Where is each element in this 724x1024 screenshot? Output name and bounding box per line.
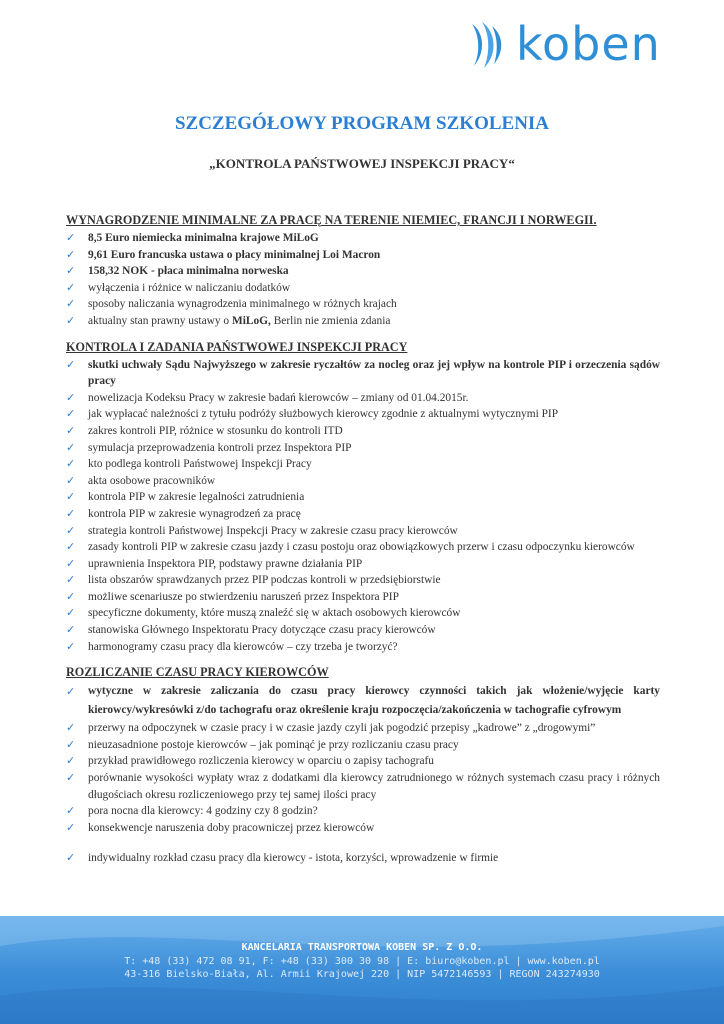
section-3 [66, 664, 660, 867]
checkmark-icon: ✓ [66, 423, 76, 437]
list-item-text: jak wypłacać należności z tytułu podróży służbowych kierowcy zgodnie z aktualnymi wytycznymi PIP [88, 408, 559, 421]
page-title: SZCZEGÓŁOWY PROGRAM SZKOLENIA [174, 113, 550, 134]
checkmark-icon: ✓ [66, 820, 76, 834]
list-item [66, 682, 660, 720]
list-item [66, 296, 660, 313]
checkmark-icon: ✓ [66, 523, 76, 537]
section-heading: ROZLICZANIE CZASU PRACY KIEROWCÓW [66, 665, 329, 680]
checkmark-icon: ✓ [66, 473, 76, 487]
list-item [66, 247, 660, 264]
list-item [66, 737, 660, 754]
list-item-text: lista obszarów sprawdzanych przez PIP podczas kontroli w przedsiębiorstwie [88, 574, 441, 587]
list-item-text: pora nocna dla kierowcy: 4 godziny czy 8 godzin? [88, 805, 318, 818]
list-item-text: symulacja przeprowadzenia kontroli przez Inspektora PIP [88, 441, 352, 454]
footer [0, 916, 724, 1024]
list-item-text: sposoby naliczania wynagrodzenia minimalnego w różnych krajach [88, 298, 397, 311]
list-item [66, 639, 660, 656]
checkmark-icon: ✓ [66, 851, 76, 865]
list-item [66, 622, 660, 639]
footer-contact: T: +48 (33) 472 08 91, F: +48 (33) 300 30 98 | E: biuro@koben.pl | www.koben.pl [124, 956, 600, 967]
bullet-list [66, 357, 660, 656]
list-item [66, 406, 660, 423]
bullet-list [66, 230, 660, 330]
section-heading: WYNAGRODZENIE MINIMALNE ZA PRACĘ NA TERENIE NIEMIEC, FRANCJI I NORWEGII. [66, 213, 597, 227]
logo-brand: koben [516, 17, 661, 71]
section-heading: KONTROLA I ZADANIA PAŃSTWOWEJ INSPEKCJI PRACY [66, 339, 408, 354]
list-item-text: kto podlega kontroli Państwowej Inspekcji Pracy [88, 458, 312, 471]
bullet-list [66, 682, 660, 867]
list-item [66, 589, 660, 606]
list-item [66, 753, 660, 770]
checkmark-icon: ✓ [66, 556, 76, 570]
koben-wave-logo-icon [462, 18, 510, 70]
list-item-text: kontrola PIP w zakresie legalności zatrudnienia [88, 491, 305, 504]
checkmark-icon: ✓ [66, 540, 76, 554]
list-item-text: specyficzne dokumenty, które muszą znaleźć się w aktach osobowych kierowców [88, 607, 461, 620]
list-item [66, 803, 660, 820]
list-item [66, 230, 660, 247]
list-item-text: wytyczne w zakresie zaliczania do czasu pracy kierowcy czynności takich jak włożenie/wyjęcie karty kierowcy/wykresówki z/do tachografu oraz określenie kraju rozpoczęcia/zakończenia w tachografie cyfrowym [88, 685, 660, 717]
checkmark-icon: ✓ [66, 313, 76, 327]
list-item-text: 158,32 NOK - płaca minimalna norweska [88, 265, 289, 278]
checkmark-icon: ✓ [66, 490, 76, 504]
checkmark-icon: ✓ [66, 407, 76, 421]
list-item-text: konsekwencje naruszenia doby pracowniczej przez kierowców [88, 821, 375, 834]
checkmark-icon: ✓ [66, 280, 76, 294]
checkmark-icon: ✓ [66, 390, 76, 404]
checkmark-icon: ✓ [66, 506, 76, 520]
list-item [66, 572, 660, 589]
list-item [66, 313, 660, 330]
list-item-text: harmonogramy czasu pracy dla kierowców – czy trzeba je tworzyć? [88, 640, 398, 653]
list-item-text: strategia kontroli Państwowej Inspekcji Pracy w zakresie czasu pracy kierowców [88, 524, 458, 537]
logo [462, 14, 702, 74]
list-item [66, 263, 660, 280]
list-spacer [66, 836, 660, 850]
footer-company: KANCELARIA TRANSPORTOWA KOBEN SP. Z O.O. [241, 942, 483, 953]
checkmark-icon: ✓ [66, 606, 76, 620]
page-subtitle: „KONTROLA PAŃSTWOWEJ INSPEKCJI PRACY“ [209, 156, 515, 171]
list-item [66, 850, 660, 867]
list-item [66, 473, 660, 490]
list-item-text: skutki uchwały Sądu Najwyższego w zakresie ryczałtów za nocleg oraz jej wpływ na kontrole PIP i orzeczenia sądów pracy [88, 358, 660, 388]
list-item [66, 770, 660, 803]
list-item-text: nowelizacja Kodeksu Pracy w zakresie badań kierowców – zmiany od 01.04.2015r. [88, 391, 469, 404]
checkmark-icon: ✓ [66, 754, 76, 768]
checkmark-icon: ✓ [66, 589, 76, 603]
list-item [66, 456, 660, 473]
list-item [66, 556, 660, 573]
list-item [66, 390, 660, 407]
list-item-text: akta osobowe pracowników [88, 474, 216, 487]
list-item [66, 489, 660, 506]
list-item [66, 357, 660, 390]
list-item [66, 720, 660, 737]
list-item-text: kontrola PIP w zakresie wynagrodzeń za pracę [88, 507, 301, 520]
section-1 [66, 212, 660, 330]
checkmark-icon: ✓ [66, 639, 76, 653]
list-item [66, 539, 660, 556]
checkmark-icon: ✓ [66, 440, 76, 454]
checkmark-icon: ✓ [66, 457, 76, 471]
list-item-text: zasady kontroli PIP w zakresie czasu jazdy i czasu postoju oraz obowiązkowych przerw i czasu odpoczynku kierowców [88, 541, 635, 554]
list-item-text: wyłączenia i różnice w naliczaniu dodatków [88, 281, 291, 294]
checkmark-icon: ✓ [66, 297, 76, 311]
list-item-text: nieuzasadnione postoje kierowców – jak pominąć je przy rozliczaniu czasu pracy [88, 738, 459, 751]
program-content [66, 212, 660, 876]
section-2 [66, 339, 660, 656]
checkmark-icon: ✓ [66, 623, 76, 637]
footer-address: 43-316 Bielsko-Biała, Al. Armii Krajowej 220 | NIP 5472146593 | REGON 243274930 [124, 969, 600, 980]
list-item [66, 506, 660, 523]
list-item-text: stanowiska Głównego Inspektoratu Pracy dotyczące czasu pracy kierowców [88, 624, 436, 637]
checkmark-icon: ✓ [66, 737, 76, 751]
list-item [66, 523, 660, 540]
list-item [66, 605, 660, 622]
list-item-text: MiLoG, [231, 314, 271, 327]
list-item-text: możliwe scenariusze po stwierdzeniu naruszeń przez Inspektora PIP [88, 590, 399, 603]
checkmark-icon: ✓ [66, 357, 76, 371]
checkmark-icon: ✓ [66, 264, 76, 278]
checkmark-icon: ✓ [66, 247, 76, 261]
list-item-text: zakres kontroli PIP, różnice w stosunku do kontroli ITD [88, 424, 343, 437]
list-item-text: Berlin nie zmienia zdania [270, 314, 391, 327]
list-item [66, 423, 660, 440]
list-item-text: 9,61 Euro francuska ustawa o płacy minimalnej Loi Macron [88, 248, 381, 261]
checkmark-icon: ✓ [66, 804, 76, 818]
list-item-text: uprawnienia Inspektora PIP, podstawy prawne działania PIP [88, 557, 363, 570]
list-item [66, 440, 660, 457]
list-item-text: indywidualny rozkład czasu pracy dla kierowcy - istota, korzyści, wprowadzenie w firmie [88, 852, 499, 865]
list-item-text: 8,5 Euro niemiecka minimalna krajowe MiLoG [88, 232, 319, 244]
list-item [66, 280, 660, 297]
checkmark-icon: ✓ [66, 771, 76, 785]
list-item-text: przerwy na odpoczynek w czasie pracy i w czasie jazdy czyli jak pogodzić przepisy „kadrowe” z „drogowymi” [88, 722, 596, 735]
list-item-text: aktualny stan prawny ustawy o [88, 314, 232, 327]
list-item [66, 820, 660, 837]
checkmark-icon: ✓ [66, 573, 76, 587]
checkmark-icon: ✓ [66, 721, 76, 735]
list-item-text: przykład prawidłowego rozliczenia kierowcy w oparciu o zapisy tachografu [88, 755, 435, 768]
checkmark-icon: ✓ [66, 231, 76, 244]
checkmark-icon: ✓ [66, 685, 76, 699]
list-item-text: porównanie wysokości wypłaty wraz z dodatkami dla kierowcy zatrudnionego w różnych systemach czasu pracy i różnych długościach okresu rozliczeniowego przy tej samej ilości pracy [88, 772, 660, 801]
